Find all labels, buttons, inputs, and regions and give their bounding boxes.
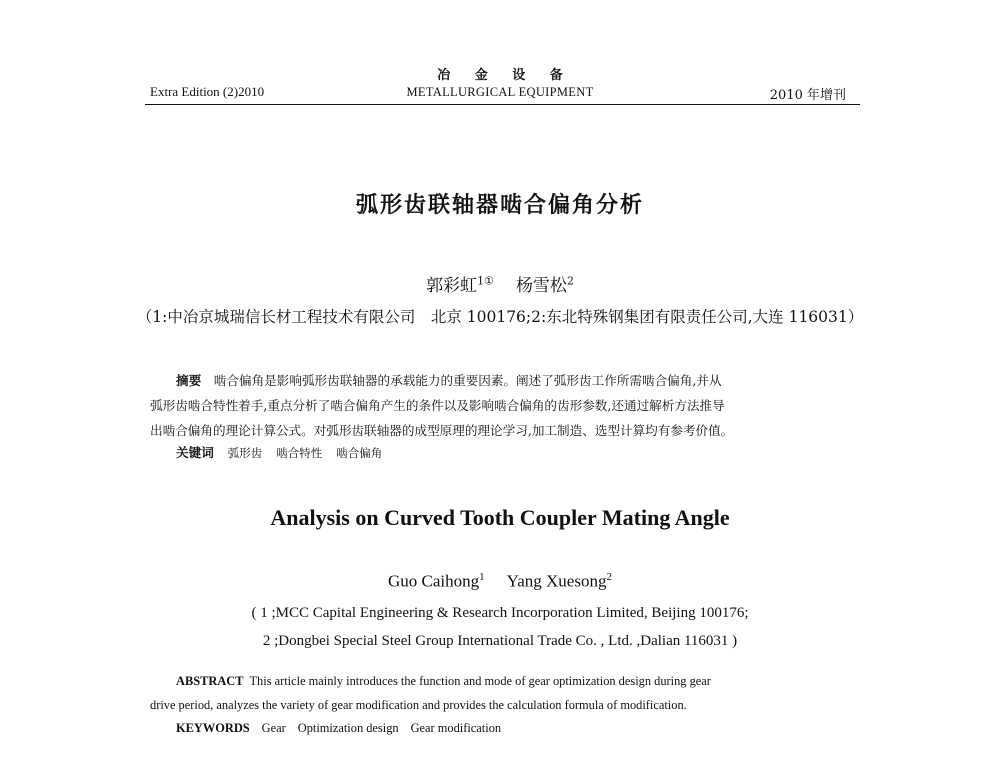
english-keyword: Optimization design <box>297 721 399 735</box>
english-affiliation-line-1: ( 1 ;MCC Capital Engineering & Research Incorporation Limited, Beijing 100176; <box>251 605 749 621</box>
english-author-1: Guo Caihong <box>388 571 480 591</box>
chinese-abstract-text-1: 啮合偏角是影响弧形齿联轴器的承载能力的重要因素。阐述了弧形齿工作所需啮合偏角,并从 <box>213 373 722 388</box>
chinese-affiliation: （1:中冶京城瑞信长材工程技术有限公司 北京 100176;2:东北特殊钢集团有限责任公司,大连 116031） <box>136 308 864 326</box>
english-abstract-line-2: drive period, analyzes the variety of gear modification and provides the calculation formula of modification. <box>150 698 687 712</box>
chinese-keyword: 弧形齿 <box>227 446 263 460</box>
chinese-author-1: 郭彩虹 <box>426 276 478 296</box>
english-abstract-label: ABSTRACT <box>176 674 244 688</box>
english-author-2: Yang Xuesong <box>506 571 607 591</box>
english-title: Analysis on Curved Tooth Coupler Mating Angle <box>270 505 730 530</box>
header-edition: Extra Edition (2)2010 <box>150 84 265 99</box>
chinese-authors <box>0 271 1000 296</box>
header-journal <box>150 64 850 100</box>
english-abstract-text-1: This article mainly introduces the function and mode of gear optimization design during gear <box>249 674 711 688</box>
chinese-keywords-label: 关键词 <box>176 445 214 460</box>
chinese-abstract-line-2: 弧形齿啮合特性着手,重点分析了啮合偏角产生的条件以及影响啮合偏角的齿形参数,还通过解析方法推导 <box>150 398 725 413</box>
running-header <box>150 64 850 104</box>
chinese-keyword: 啮合特性 <box>276 446 323 460</box>
english-author-2-sup: 2 <box>606 571 612 583</box>
chinese-keywords <box>176 442 396 461</box>
english-abstract-line-1 <box>150 669 862 693</box>
header-year: 2010 年增刊 <box>769 88 846 103</box>
chinese-abstract-line-1 <box>150 368 862 393</box>
english-author-1-sup: 1 <box>479 571 485 583</box>
english-abstract <box>150 669 862 717</box>
english-keywords-label: KEYWORDS <box>176 721 250 735</box>
chinese-abstract <box>150 368 862 443</box>
chinese-author-2-sup: 2 <box>566 274 574 288</box>
chinese-author-2: 杨雪松 <box>515 276 567 296</box>
chinese-author-1-sup: 1① <box>477 274 494 288</box>
english-authors <box>0 571 1000 592</box>
chinese-abstract-line-3: 出啮合偏角的理论计算公式。对弧形齿联轴器的成型原理的理论学习,加工制造、选型计算均有参考价值。 <box>150 423 734 438</box>
english-keywords <box>176 721 513 736</box>
english-affiliation-line-2: 2 ;Dongbei Special Steel Group International Trade Co. , Ltd. ,Dalian 116031 ) <box>262 633 738 649</box>
header-rule <box>145 104 860 105</box>
header-journal-en: METALLURGICAL EQUIPMENT <box>406 85 594 99</box>
english-keyword: Gear modification <box>410 721 502 735</box>
header-journal-cn: 冶 金 设 备 <box>437 68 573 83</box>
chinese-keyword: 啮合偏角 <box>336 446 383 460</box>
english-keyword: Gear <box>261 721 286 735</box>
chinese-title: 弧形齿联轴器啮合偏角分析 <box>355 193 644 218</box>
chinese-abstract-label: 摘要 <box>176 373 202 388</box>
